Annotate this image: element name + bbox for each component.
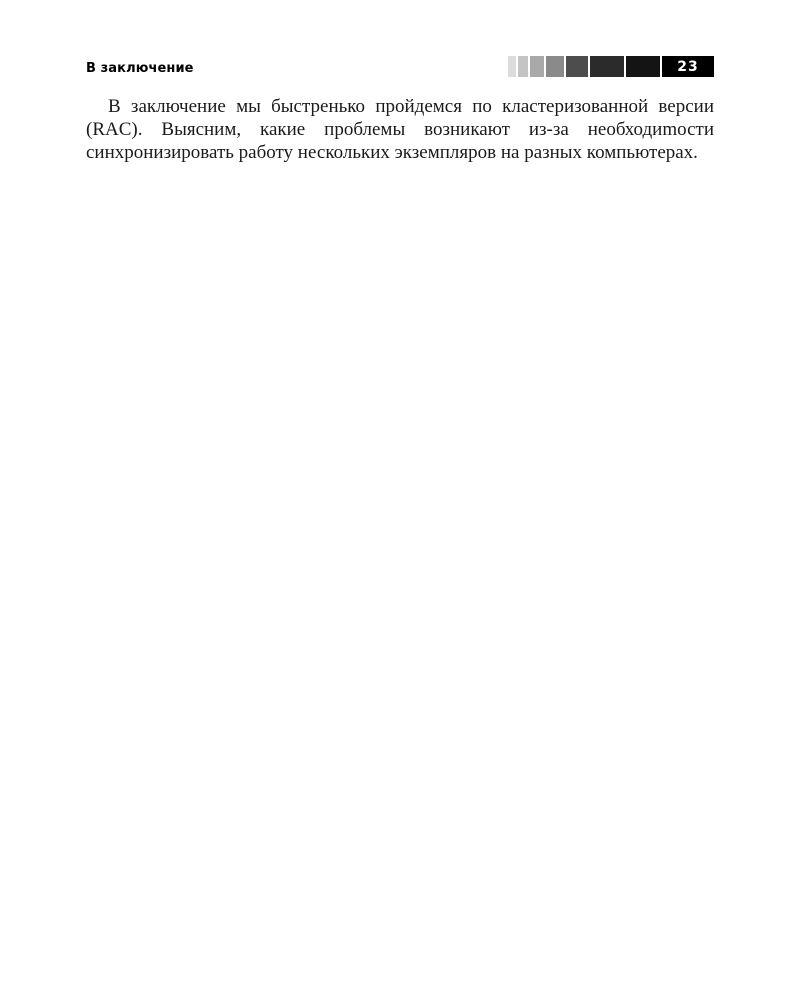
bar-segment [508, 56, 516, 77]
bar-segment [530, 56, 544, 77]
header-decorative-bar [508, 56, 714, 77]
bar-segment [518, 56, 528, 77]
page-number: 23 [677, 58, 699, 75]
bar-segment [626, 56, 660, 77]
running-title: В заключение [86, 61, 194, 76]
page-number-box [662, 56, 714, 77]
bar-segment [566, 56, 588, 77]
bar-segment [546, 56, 564, 77]
body-paragraph: В заключение мы быстренько пройдемся по кластеризованной версии (RAC). Выясним, какие проблемы возникают из-за необходиmости синхронизировать работу нескольких экземпляров на разных компьютерах. [86, 96, 714, 163]
bar-segment [590, 56, 624, 77]
